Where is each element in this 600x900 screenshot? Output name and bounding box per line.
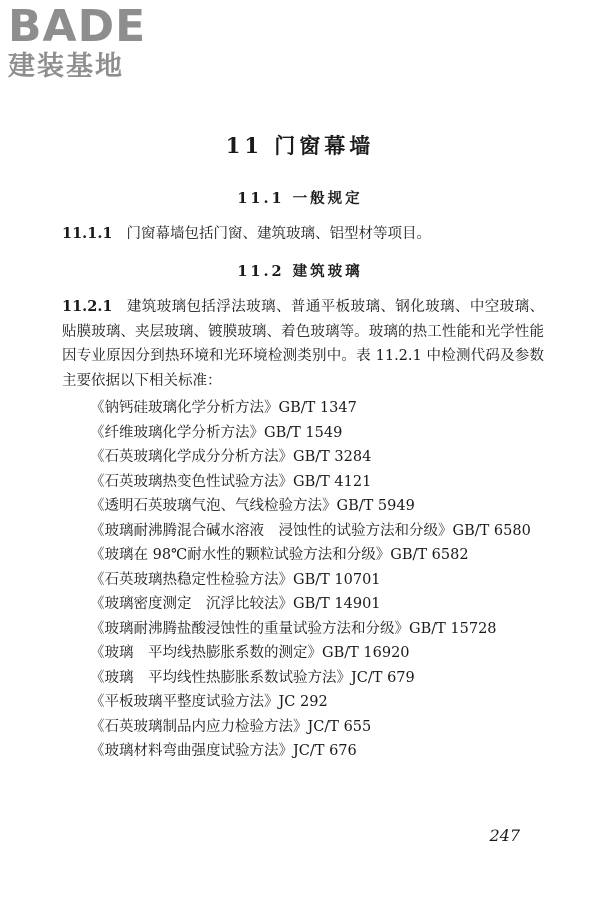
reference-item: 《平板玻璃平整度试验方法》JC 292 xyxy=(90,694,328,710)
section-heading-11-1: 11.1 一般规定 xyxy=(237,190,363,207)
clause-11-2-1 xyxy=(62,295,544,393)
reference-item: 《石英玻璃化学成分分析方法》GB/T 3284 xyxy=(90,449,372,465)
reference-item: 《玻璃耐沸腾盐酸浸蚀性的重量试验方法和分级》GB/T 15728 xyxy=(90,620,497,637)
clause-text: 门窗幕墙包括门窗、建筑玻璃、铝型材等项目。 xyxy=(126,226,431,242)
clause-11-1-1 xyxy=(62,222,544,247)
reference-item: 《石英玻璃热稳定性检验方法》GB/T 10701 xyxy=(90,571,381,588)
reference-item: 《玻璃密度测定 沉浮比较法》GB/T 14901 xyxy=(90,596,381,612)
clause-number: 11.2.1 xyxy=(62,298,113,315)
reference-item: 《玻璃在 98℃耐水性的颗粒试验方法和分级》GB/T 6582 xyxy=(90,547,469,563)
reference-item: 《玻璃 平均线热膨胀系数的测定》GB/T 16920 xyxy=(90,645,410,661)
reference-item: 《石英玻璃制品内应力检验方法》JC/T 655 xyxy=(90,718,372,735)
reference-item: 《钠钙硅玻璃化学分析方法》GB/T 1347 xyxy=(90,400,357,416)
reference-item: 《石英玻璃热变色性试验方法》GB/T 4121 xyxy=(90,473,372,490)
logo xyxy=(8,1,178,82)
logo-wordmark: BADE xyxy=(8,1,147,52)
clause-text: 建筑玻璃包括浮法玻璃、普通平板玻璃、钢化玻璃、中空玻璃、贴膜玻璃、夹层玻璃、镀膜玻璃、着色玻璃等。玻璃的热工性能和光学性能因专业原因分到热环境和光环境检测类别中。表 11.2.1 中检测代码及参数主要依据以下相关标准： xyxy=(62,299,544,389)
reference-list xyxy=(62,396,544,764)
reference-item: 《玻璃耐沸腾混合碱水溶液 浸蚀性的试验方法和分级》GB/T 6580 xyxy=(90,522,531,539)
reference-item: 《玻璃 平均线性热膨胀系数试验方法》JC/T 679 xyxy=(90,669,415,686)
chapter-title: 11 门窗幕墙 xyxy=(225,133,375,158)
clause-number: 11.1.1 xyxy=(62,225,113,242)
logo-chinese-text: 建装基地 xyxy=(8,51,124,82)
reference-item: 《透明石英玻璃气泡、气线检验方法》GB/T 5949 xyxy=(90,498,415,514)
reference-item: 《纤维玻璃化学分析方法》GB/T 1549 xyxy=(90,424,343,441)
reference-item: 《玻璃材料弯曲强度试验方法》JC/T 676 xyxy=(90,743,357,759)
page-number: 247 xyxy=(489,826,520,845)
section-heading-11-2: 11.2 建筑玻璃 xyxy=(237,263,363,280)
